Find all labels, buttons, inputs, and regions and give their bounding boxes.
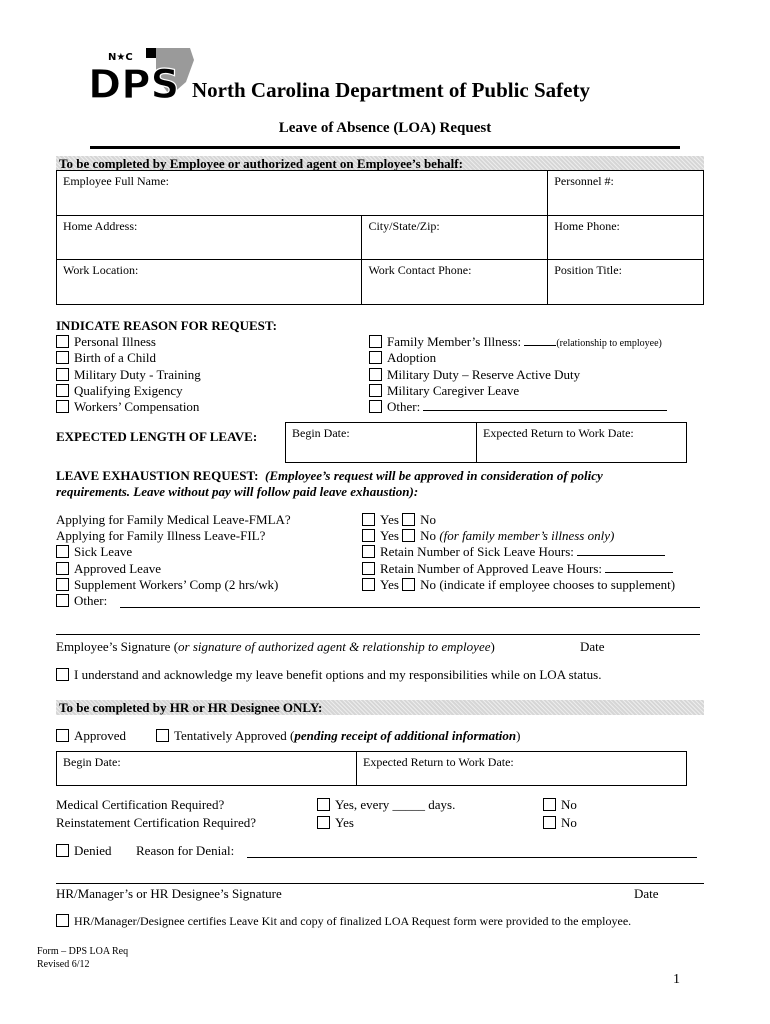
reinstatement-cert-yes[interactable]: Yes [317, 815, 354, 831]
reason-qualifying-exigency[interactable]: Qualifying Exigency [56, 383, 183, 399]
hr-begin-date-field[interactable]: Begin Date: [57, 752, 357, 786]
checkbox[interactable] [56, 562, 69, 575]
checkbox[interactable] [56, 844, 69, 857]
checkbox[interactable] [317, 798, 330, 811]
fil-question: Applying for Family Illness Leave-FIL? [56, 528, 266, 543]
reason-other-blank[interactable] [423, 410, 667, 411]
hr-signature-label: HR/Manager’s or HR Designee’s Signature [56, 886, 282, 901]
logo-dps-text: DPS [88, 62, 180, 104]
retain-approved-hours[interactable]: Retain Number of Approved Leave Hours: [362, 561, 673, 577]
supplement-answer: Yes No (indicate if employee chooses to supplement) [362, 577, 675, 593]
fmla-answer: Yes No [362, 512, 436, 528]
hr-dates-table [56, 751, 687, 786]
medical-cert-question: Medical Certification Required? [56, 797, 225, 812]
hr-tentative-option[interactable]: Tentatively Approved (pending receipt of additional information) [156, 728, 520, 744]
home-phone-field[interactable]: Home Phone: [548, 216, 704, 260]
position-title-field[interactable]: Position Title: [548, 260, 704, 305]
checkbox[interactable] [317, 816, 330, 829]
checkbox[interactable] [543, 816, 556, 829]
approved-leave-option[interactable]: Approved Leave [56, 561, 161, 577]
return-date-field[interactable]: Expected Return to Work Date: [477, 423, 687, 463]
checkbox[interactable] [56, 594, 69, 607]
reason-other[interactable]: Other: [369, 399, 667, 415]
page-number: 1 [673, 972, 680, 987]
hr-section-heading: To be completed by HR or HR Designee ONLY: [59, 700, 323, 715]
checkbox[interactable] [369, 351, 382, 364]
reinstatement-cert-no[interactable]: No [543, 815, 577, 831]
city-state-zip-field[interactable]: City/State/Zip: [362, 216, 548, 260]
leave-dates-table [285, 422, 687, 463]
hr-approved-option[interactable]: Approved [56, 728, 126, 744]
exhaustion-heading: LEAVE EXHAUSTION REQUEST: (Employee’s request will be approved in consideration of policy [56, 468, 603, 483]
employee-full-name-field[interactable]: Employee Full Name: [57, 171, 548, 216]
checkbox[interactable] [56, 668, 69, 681]
reason-birth-of-child[interactable]: Birth of a Child [56, 350, 156, 366]
checkbox[interactable] [56, 729, 69, 742]
relationship-blank[interactable] [524, 345, 556, 346]
hr-section-header [56, 700, 704, 715]
medical-cert-yes[interactable]: Yes, every _____ days. [317, 797, 455, 813]
home-address-field[interactable]: Home Address: [57, 216, 362, 260]
reason-adoption[interactable]: Adoption [369, 350, 436, 366]
hr-denied-option[interactable]: Denied [56, 843, 112, 859]
employee-signature-line[interactable] [56, 634, 700, 635]
work-contact-phone-field[interactable]: Work Contact Phone: [362, 260, 548, 305]
work-location-field[interactable]: Work Location: [57, 260, 362, 305]
fmla-no-checkbox[interactable] [402, 513, 415, 526]
medical-cert-no[interactable]: No [543, 797, 577, 813]
checkbox[interactable] [56, 335, 69, 348]
reason-family-illness[interactable]: Family Member’s Illness: (relationship to employee) [369, 334, 662, 350]
supplement-yes-checkbox[interactable] [362, 578, 375, 591]
exhaustion-other-blank[interactable] [120, 607, 700, 608]
reason-workers-comp[interactable]: Workers’ Compensation [56, 399, 199, 415]
hr-return-date-field[interactable]: Expected Return to Work Date: [357, 752, 687, 786]
fil-no-checkbox[interactable] [402, 529, 415, 542]
checkbox[interactable] [56, 368, 69, 381]
employee-signature-label: Employee’s Signature (or signature of authorized agent & relationship to employee) [56, 639, 495, 654]
reason-heading: INDICATE REASON FOR REQUEST: [56, 318, 277, 333]
exhaustion-note: requirements. Leave without pay will follow paid leave exhaustion): [56, 484, 419, 499]
employee-signature-date-label: Date [580, 639, 605, 654]
checkbox[interactable] [362, 545, 375, 558]
checkbox[interactable] [56, 384, 69, 397]
retain-sick-blank[interactable] [577, 555, 665, 556]
checkbox[interactable] [56, 914, 69, 927]
reason-personal-illness[interactable]: Personal Illness [56, 334, 156, 350]
expected-length-label: EXPECTED LENGTH OF LEAVE: [56, 429, 258, 444]
employee-section-heading: To be completed by Employee or authorized agent on Employee’s behalf: [59, 156, 463, 171]
checkbox[interactable] [156, 729, 169, 742]
organization-name: North Carolina Department of Public Safety [192, 78, 590, 102]
logo-nc-text: N★C [108, 52, 133, 63]
retain-sick-hours[interactable]: Retain Number of Sick Leave Hours: [362, 544, 665, 560]
sick-leave-option[interactable]: Sick Leave [56, 544, 132, 560]
employee-section-header [56, 156, 704, 171]
supplement-no-checkbox[interactable] [402, 578, 415, 591]
hr-signature-line[interactable] [56, 883, 704, 884]
checkbox[interactable] [56, 545, 69, 558]
fmla-question: Applying for Family Medical Leave-FMLA? [56, 512, 291, 527]
begin-date-field[interactable]: Begin Date: [286, 423, 477, 463]
reason-military-caregiver[interactable]: Military Caregiver Leave [369, 383, 519, 399]
form-id: Form – DPS LOA Req [37, 946, 129, 957]
denial-reason-blank[interactable] [247, 857, 697, 858]
reinstatement-cert-question: Reinstatement Certification Required? [56, 815, 256, 830]
fil-yes-checkbox[interactable] [362, 529, 375, 542]
checkbox[interactable] [56, 351, 69, 364]
checkbox[interactable] [362, 562, 375, 575]
fmla-yes-checkbox[interactable] [362, 513, 375, 526]
checkbox[interactable] [369, 400, 382, 413]
title-rule [90, 146, 680, 149]
denial-reason-label: Reason for Denial: [136, 843, 235, 858]
checkbox[interactable] [369, 384, 382, 397]
dps-logo [86, 46, 198, 104]
hr-signature-date-label: Date [634, 886, 659, 901]
exhaustion-other-option[interactable]: Other: [56, 593, 107, 609]
supplement-option[interactable]: Supplement Workers’ Comp (2 hrs/wk) [56, 577, 278, 593]
form-title: Leave of Absence (LOA) Request [278, 120, 492, 136]
checkbox[interactable] [543, 798, 556, 811]
employee-info-table [56, 170, 704, 305]
hr-certifies-row[interactable]: HR/Manager/Designee certifies Leave Kit and copy of finalized LOA Request form were provided to the employee. [56, 914, 631, 929]
reason-military-reserve[interactable]: Military Duty – Reserve Active Duty [369, 367, 580, 383]
fil-answer: Yes No (for family member’s illness only) [362, 528, 614, 544]
checkbox[interactable] [56, 578, 69, 591]
checkbox[interactable] [369, 368, 382, 381]
retain-approved-blank[interactable] [605, 572, 673, 573]
checkbox[interactable] [369, 335, 382, 348]
personnel-number-field[interactable]: Personnel #: [548, 171, 704, 216]
acknowledge-checkbox-row[interactable]: I understand and acknowledge my leave benefit options and my responsibilities while on LOA status. [56, 667, 601, 683]
checkbox[interactable] [56, 400, 69, 413]
reason-military-training[interactable]: Military Duty - Training [56, 367, 201, 383]
revised-date: Revised 6/12 [37, 959, 90, 970]
